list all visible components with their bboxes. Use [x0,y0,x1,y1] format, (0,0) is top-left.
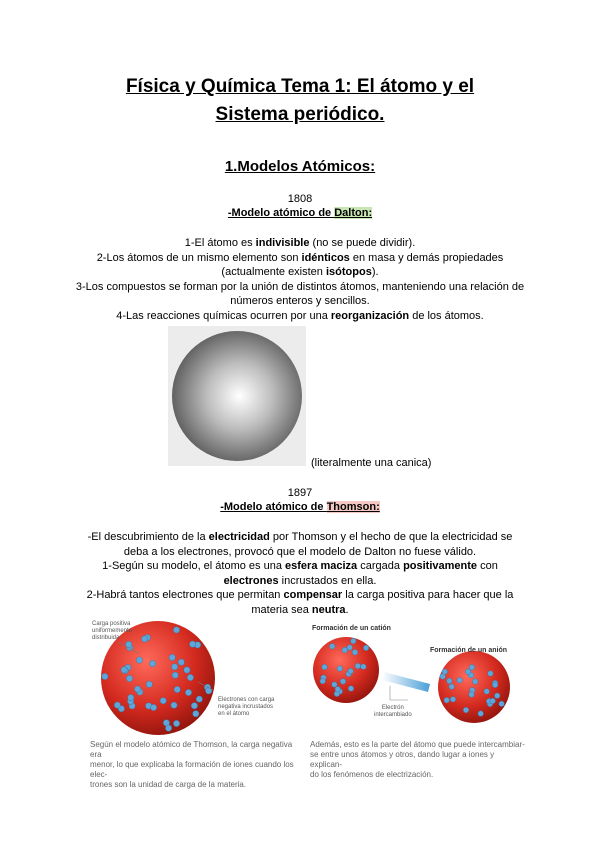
label-electrons: Electrones con carga negativa incrustados en el átomo [218,697,275,717]
figure-right-caption: Además, esto es la parte del átomo que puede intercambiar- se entre unos átomos y otros, dando lugar a iones y explican- do los fenómenos de electrización. [310,740,525,779]
electron-dot [160,698,166,704]
electron-dot [342,647,348,653]
dalton-sphere-image [168,326,306,466]
electron-dot [171,664,177,670]
electron-dot [165,725,171,731]
dalton-item-1: 1-El átomo es indivisible (no se puede dividir). [184,237,416,249]
electron-dot [150,704,156,710]
electron-dot [472,679,478,685]
electron-dot [447,678,453,684]
electron-dot [149,660,155,666]
electron-dot [126,675,132,681]
label-positive-charge: Carga positiva uniformemente distribuida [92,621,133,641]
dalton-item-4: 4-Las reacciones químicas ocurren por una reorganización de los átomos. [116,309,484,322]
marble-sphere [172,331,302,461]
label-electron-exchanged: Electrón intercambiado [374,705,412,718]
electron-dot [352,650,358,656]
thomson-p2: 1-Según su modelo, el átomo es una esfera maciza cargada positivamente con [102,560,498,572]
electron-dot [172,672,178,678]
electron-dot [449,684,455,690]
electron-dot [347,645,353,651]
electron-dot [355,663,361,669]
thomson-heading: -Modelo atómico de Thomson: [220,501,380,513]
electron-dot [141,636,147,642]
electron-dot [348,668,354,674]
electron-dot [488,671,494,677]
page-title [0,73,600,129]
dalton-image-caption: (literalmente una canica) [311,457,432,469]
thomson-text [0,530,600,617]
label-cation: Formación de un catión [312,625,391,632]
electron-dot [332,682,338,688]
thomson-p2b: electrones incrustados en ella. [223,574,377,587]
electron-dot [121,667,127,673]
electron-dot [484,689,490,695]
dalton-item-2: 2-Los átomos de un mismo elemento son idénticos en masa y demás propiedades [96,251,504,264]
electron-dot [146,681,152,687]
electron-dot [102,673,108,679]
dalton-item-2b: (actualmente existen isótopos). [221,266,379,278]
cation-atom [313,637,379,703]
electron-dot [494,693,500,699]
dalton-name: Dalton: [334,207,373,219]
electron-dot [492,682,498,688]
electron-dot [469,692,475,698]
electron-dot [351,638,357,644]
electron-dot [444,697,450,703]
electron-dot [463,707,469,713]
thomson-p3: 2-Habrá tantos electrones que permitan compensar la carga positiva para hacer que la [86,589,514,601]
electron-dot [320,678,326,684]
electron-dot [134,686,140,692]
dalton-postulates [0,236,600,323]
section-heading: 1.Modelos Atómicos: [224,158,376,175]
electron-dot [193,711,199,717]
electron-dot [114,702,120,708]
thomson-name: Thomson: [326,501,380,513]
electron-dot [457,677,463,683]
electron-dot [196,696,202,702]
thomson-p1: -El descubrimiento de la electricidad por Thomson y el hecho de que la electricidad se [87,531,513,543]
title-line-2: Sistema periódico. [215,104,385,125]
electron-dot [322,664,328,670]
electron-dot [329,644,335,650]
electron-dot [173,720,179,726]
thomson-year: 1897 [287,487,313,499]
electron-dot [185,689,191,695]
electron-dot [469,665,475,671]
electron-dot [171,702,177,708]
electron-dot [335,686,341,692]
dalton-item-3: 3-Los compuestos se forman por la unión de distintos átomos, manteniendo una relación de [75,280,525,293]
electron-dot [337,666,343,672]
thomson-p1b: deba a los electrones, provocó que el modelo de Dalton no fuese válido. [123,545,477,558]
label-anion: Formación de un anión [430,647,508,654]
electron-dot [184,667,190,673]
electron-dot [340,679,346,685]
electron-dot [363,645,369,651]
electron-dot [191,703,197,709]
electron-dot [442,669,448,675]
electron-dot [450,697,456,703]
electron-dot [478,711,484,717]
title-line-1: Física y Química Tema 1: El átomo y el [125,76,475,97]
electron-dot [128,694,134,700]
electron-dot [174,686,180,692]
figure-left-caption: Según el modelo atómico de Thomson, la carga negativa era menor, lo que explicaba la formación de iones cuando los elec- trones son la unidad de carga de la materia. [90,740,294,789]
ion-formation-figure [306,622,520,740]
electron-dot [187,674,193,680]
electron-dot [465,669,471,675]
electron-dot [348,686,354,692]
dalton-item-3b: números enteros y sencillos. [230,295,370,307]
thomson-p3b: materia sea neutra. [251,603,349,616]
electron-dot [490,698,496,704]
electron-transfer-arrow [382,672,430,692]
electron-dot [173,627,179,633]
electron-dot [189,641,195,647]
dalton-heading: -Modelo atómico de Dalton: [227,207,373,219]
electron-dot [361,664,367,670]
electron-dot [136,657,142,663]
electron-dot [499,701,505,707]
electron-dot [178,659,184,665]
electron-dot [169,654,175,660]
dalton-year: 1808 [287,193,313,205]
